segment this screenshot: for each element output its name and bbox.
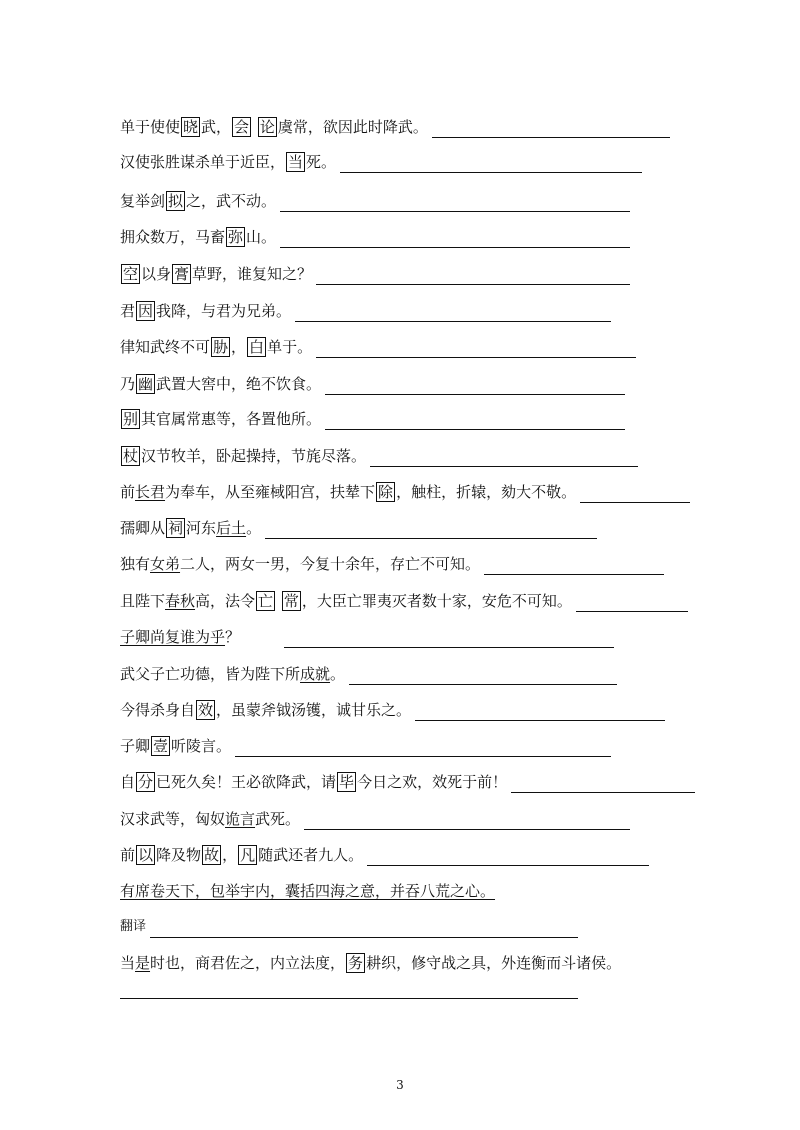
sentence-line-9 bbox=[120, 404, 625, 430]
text-fragment: ， bbox=[231, 338, 247, 356]
text-fragment: 草野，谁复知之？ bbox=[192, 265, 313, 283]
text-fragment: 随武还者九人。 bbox=[258, 846, 364, 864]
text-fragment: 我降，与君为兄弟。 bbox=[156, 302, 292, 320]
answer-blank[interactable] bbox=[280, 197, 630, 212]
text-fragment: 武， bbox=[201, 118, 232, 136]
page-number: 3 bbox=[396, 1078, 404, 1092]
sentence-text bbox=[120, 663, 345, 685]
sentence-text bbox=[120, 226, 276, 248]
underlined-phrase: 长君 bbox=[135, 483, 166, 501]
boxed-character: 亡 bbox=[258, 592, 274, 610]
answer-blank[interactable] bbox=[284, 633, 614, 648]
boxed-character: 以 bbox=[138, 846, 154, 864]
answer-blank[interactable] bbox=[316, 270, 630, 285]
sentence-line-13 bbox=[120, 549, 664, 575]
text-fragment: 今得杀身自 bbox=[120, 701, 196, 719]
boxed-character: 毕 bbox=[339, 773, 355, 791]
boxed-character: 效 bbox=[198, 701, 214, 719]
sentence-text bbox=[120, 590, 572, 612]
sentence-text bbox=[120, 880, 495, 902]
sentence-text bbox=[120, 952, 621, 974]
text-fragment: 今日之欢，效死于前！ bbox=[357, 773, 508, 791]
sentence-line-18 bbox=[120, 731, 611, 757]
text-fragment: 汉求武等，匈奴 bbox=[120, 810, 226, 828]
sentence-line-20 bbox=[120, 804, 630, 830]
text-fragment: 高，法令 bbox=[195, 592, 256, 610]
underlined-phrase: 后土 bbox=[216, 519, 247, 537]
text-fragment: 孺卿从 bbox=[120, 519, 166, 537]
boxed-character: 务 bbox=[348, 954, 364, 972]
text-fragment: 耕织，修守战之具，外连衡而斗诸侯。 bbox=[366, 954, 622, 972]
sentence-text bbox=[120, 373, 321, 395]
text-fragment: ，触柱，折辕，劾大不敬。 bbox=[396, 483, 577, 501]
text-fragment: 拥众数万，马畜 bbox=[120, 228, 226, 246]
text-fragment: 。 bbox=[246, 519, 262, 537]
boxed-character: 膏 bbox=[174, 265, 190, 283]
boxed-character: 杖 bbox=[123, 447, 139, 465]
answer-blank[interactable] bbox=[280, 233, 630, 248]
text-fragment: 武父子亡功德，皆为陛下所 bbox=[120, 665, 301, 683]
text-fragment: 已死久矣！王必欲降武，请 bbox=[156, 773, 337, 791]
underlined-phrase: 子卿尚复谁为乎 bbox=[120, 628, 226, 646]
sentence-line-5 bbox=[120, 259, 630, 285]
text-fragment: 复举剑 bbox=[120, 192, 166, 210]
sentence-line-6 bbox=[120, 296, 611, 322]
text-fragment: 之，武不动。 bbox=[186, 192, 277, 210]
sentence-line-22 bbox=[120, 876, 495, 902]
boxed-character: 拟 bbox=[168, 192, 184, 210]
answer-blank[interactable] bbox=[265, 524, 597, 539]
answer-blank[interactable] bbox=[304, 815, 630, 830]
boxed-character: 别 bbox=[123, 410, 139, 428]
translation-label bbox=[120, 914, 146, 938]
answer-blank[interactable] bbox=[340, 158, 642, 173]
text-fragment: 汉节牧羊，卧起操持，节旄尽落。 bbox=[141, 447, 367, 465]
translation-blank[interactable] bbox=[150, 923, 578, 938]
text-fragment: ， bbox=[222, 846, 238, 864]
underlined-phrase: 是 bbox=[135, 954, 151, 972]
answer-blank[interactable] bbox=[484, 560, 664, 575]
answer-blank[interactable] bbox=[576, 597, 688, 612]
underlined-phrase: 女弟 bbox=[150, 555, 181, 573]
sentence-line-7 bbox=[120, 332, 636, 358]
underlined-phrase: 诡言 bbox=[225, 810, 256, 828]
sentence-text bbox=[120, 190, 276, 212]
answer-blank[interactable] bbox=[415, 706, 665, 721]
sentence-text bbox=[120, 408, 321, 430]
text-fragment: 君 bbox=[120, 302, 136, 320]
text-fragment: 其官属常惠等，各置他所。 bbox=[141, 410, 322, 428]
sentence-line-23 bbox=[120, 948, 621, 974]
text-fragment: ？ bbox=[225, 628, 241, 646]
sentence-line-2 bbox=[120, 147, 642, 173]
boxed-character: 会 bbox=[234, 118, 250, 136]
boxed-character: 分 bbox=[138, 773, 154, 791]
underlined-phrase: 春秋 bbox=[165, 592, 196, 610]
sentence-line-4 bbox=[120, 222, 630, 248]
text-fragment: 时也，商君佐之，内立法度， bbox=[150, 954, 346, 972]
sentence-line-16 bbox=[120, 659, 617, 685]
text-fragment: 前 bbox=[120, 483, 136, 501]
answer-blank[interactable] bbox=[580, 488, 690, 503]
boxed-character: 常 bbox=[283, 592, 299, 610]
text-fragment: 且陛下 bbox=[120, 592, 166, 610]
sentence-line-1 bbox=[120, 112, 670, 138]
sentence-text bbox=[120, 771, 507, 793]
answer-blank[interactable] bbox=[349, 670, 617, 685]
text-fragment bbox=[252, 118, 257, 136]
boxed-character: 白 bbox=[249, 338, 265, 356]
text-fragment: 为奉车，从至雍棫阳宫，扶辇下 bbox=[165, 483, 376, 501]
sentence-text bbox=[120, 116, 428, 138]
text-fragment: 二人，两女一男，今复十余年，存亡不可知。 bbox=[180, 555, 481, 573]
sentence-line-17 bbox=[120, 695, 665, 721]
text-fragment: ，虽蒙斧钺汤镬，诚甘乐之。 bbox=[216, 701, 412, 719]
sentence-text bbox=[120, 699, 411, 721]
text-fragment: 武死。 bbox=[255, 810, 301, 828]
text-fragment: 。 bbox=[330, 665, 346, 683]
sentence-line-8 bbox=[120, 369, 625, 395]
answer-blank[interactable] bbox=[316, 343, 636, 358]
text-fragment: 河东 bbox=[186, 519, 217, 537]
boxed-character: 壹 bbox=[153, 737, 169, 755]
sentence-line-10 bbox=[120, 441, 638, 467]
sentence-text bbox=[120, 481, 576, 503]
answer-blank[interactable] bbox=[432, 123, 670, 138]
boxed-character: 晓 bbox=[183, 118, 199, 136]
sentence-line-14 bbox=[120, 586, 688, 612]
text-fragment: 当 bbox=[120, 954, 136, 972]
text-fragment: 自 bbox=[120, 773, 136, 791]
sentence-text bbox=[120, 300, 291, 322]
sentence-line-12 bbox=[120, 513, 597, 539]
text-fragment: 独有 bbox=[120, 555, 151, 573]
sentence-text bbox=[120, 808, 300, 830]
answer-blank[interactable] bbox=[511, 778, 695, 793]
text-fragment: 武置大窖中，绝不饮食。 bbox=[156, 375, 322, 393]
boxed-character: 凡 bbox=[240, 846, 256, 864]
boxed-character: 论 bbox=[259, 118, 275, 136]
text-fragment: 单于使使 bbox=[120, 118, 181, 136]
boxed-character: 幽 bbox=[138, 375, 154, 393]
text-fragment: ，大臣亡罪夷灭者数十家，安危不可知。 bbox=[301, 592, 572, 610]
text-fragment: 前 bbox=[120, 846, 136, 864]
text-fragment: 以身 bbox=[141, 265, 172, 283]
text-fragment: 汉使张胜谋杀单于近臣， bbox=[120, 153, 286, 171]
boxed-character: 除 bbox=[378, 483, 394, 501]
text-fragment: 律知武终不可 bbox=[120, 338, 211, 356]
sentence-line-3 bbox=[120, 186, 630, 212]
answer-blank[interactable] bbox=[235, 742, 611, 757]
translation-line bbox=[120, 912, 578, 938]
answer-blank-full-width[interactable] bbox=[120, 998, 578, 999]
sentence-text bbox=[120, 844, 363, 866]
sentence-line-21 bbox=[120, 840, 649, 866]
boxed-character: 胁 bbox=[213, 338, 229, 356]
boxed-character: 当 bbox=[288, 153, 304, 171]
answer-blank[interactable] bbox=[325, 415, 625, 430]
sentence-text bbox=[120, 553, 480, 575]
sentence-text bbox=[120, 517, 261, 539]
answer-blank[interactable] bbox=[325, 380, 625, 395]
sentence-text bbox=[120, 151, 336, 173]
boxed-character: 空 bbox=[123, 265, 139, 283]
sentence-text bbox=[120, 626, 240, 648]
text-fragment: 子卿 bbox=[120, 737, 151, 755]
text-fragment: 降及物 bbox=[156, 846, 202, 864]
boxed-character: 因 bbox=[138, 302, 154, 320]
label-text: 翻译 bbox=[120, 919, 147, 934]
text-fragment: 听陵言。 bbox=[171, 737, 232, 755]
answer-blank[interactable] bbox=[370, 452, 638, 467]
sentence-text bbox=[120, 445, 366, 467]
sentence-line-19 bbox=[120, 767, 695, 793]
sentence-text bbox=[120, 263, 312, 285]
text-fragment: 虞常，欲因此时降武。 bbox=[277, 118, 428, 136]
sentence-text bbox=[120, 735, 231, 757]
sentence-line-15 bbox=[120, 622, 614, 648]
boxed-character: 故 bbox=[204, 846, 220, 864]
text-fragment: 山。 bbox=[246, 228, 277, 246]
underlined-phrase: 成就 bbox=[300, 665, 331, 683]
text-fragment: 单于。 bbox=[267, 338, 313, 356]
boxed-character: 祠 bbox=[168, 519, 184, 537]
text-fragment: 死。 bbox=[306, 153, 337, 171]
boxed-character: 弥 bbox=[228, 228, 244, 246]
text-fragment: 乃 bbox=[120, 375, 136, 393]
text-fragment bbox=[276, 592, 281, 610]
sentence-text bbox=[120, 336, 312, 358]
answer-blank[interactable] bbox=[367, 851, 649, 866]
answer-blank[interactable] bbox=[295, 307, 611, 322]
underlined-phrase: 有席卷天下，包举宇内，囊括四海之意，并吞八荒之心。 bbox=[120, 882, 496, 900]
sentence-line-11 bbox=[120, 477, 690, 503]
